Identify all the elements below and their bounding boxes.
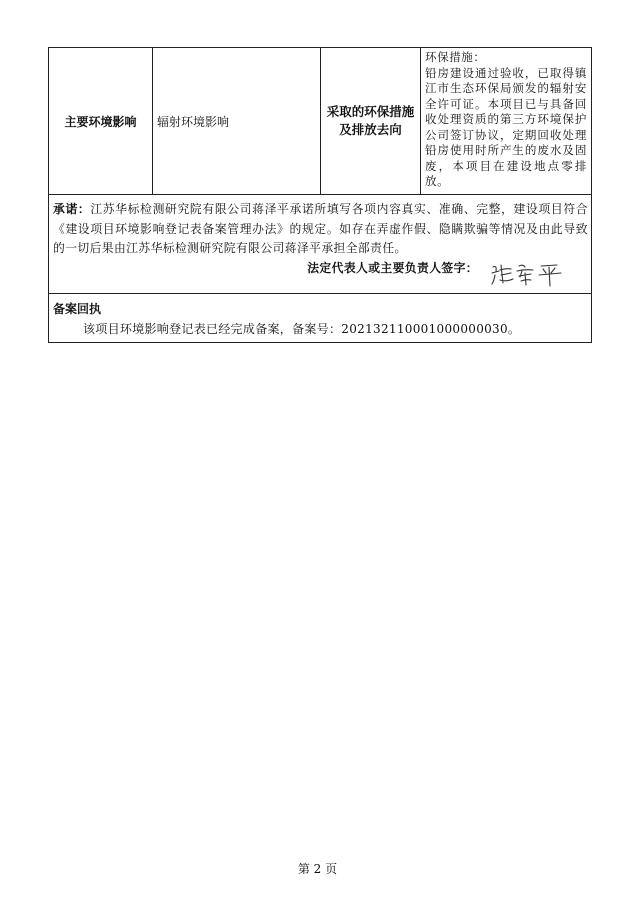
- promise-cell: [49, 195, 592, 294]
- promise-text: 江苏华标检测研究院有限公司蒋泽平承诺所填写各项内容真实、准确、完整，建设项目符合《建设项目环境影响登记表备案管理办法》的规定。如存在弄虚作假、隐瞒欺骗等情况及由此导致的一切后果由江苏华标检测研究院有限公司蒋泽平承担全部责任。: [53, 202, 588, 255]
- promise-row: [49, 195, 592, 294]
- main-impact-label: 主要环境影响: [49, 48, 153, 195]
- promise-paragraph: [53, 200, 588, 259]
- measures-label: 采取的环保措施及排放去向: [321, 48, 421, 195]
- promise-heading: 承诺：: [53, 202, 91, 216]
- signature-label: 法定代表人或主要负责人签字：: [307, 260, 478, 275]
- record-text: 该项目环境影响登记表已经完成备案，备案号：202132110001000000030。: [83, 322, 521, 336]
- record-row: [49, 294, 592, 343]
- registration-form-table: [48, 47, 592, 343]
- environment-impact-row: [49, 48, 592, 195]
- main-impact-value: 辐射环境影响: [153, 48, 321, 195]
- page-number: 第 2 页: [297, 862, 338, 876]
- measures-text-content: 环保措施： 铅房建设通过验收，已取得镇江市生态环保局颁发的辐射安全许可证。本项目已与具备回收处理资质的第三方环境保护公司签订协议，定期回收处理铅房使用时所产生的废水及固废，本项目在建设地点零排放。: [425, 50, 587, 188]
- measures-text: [421, 48, 592, 195]
- record-heading: 备案回执: [53, 302, 102, 316]
- record-cell: [49, 294, 592, 343]
- handwritten-signature: [489, 261, 569, 287]
